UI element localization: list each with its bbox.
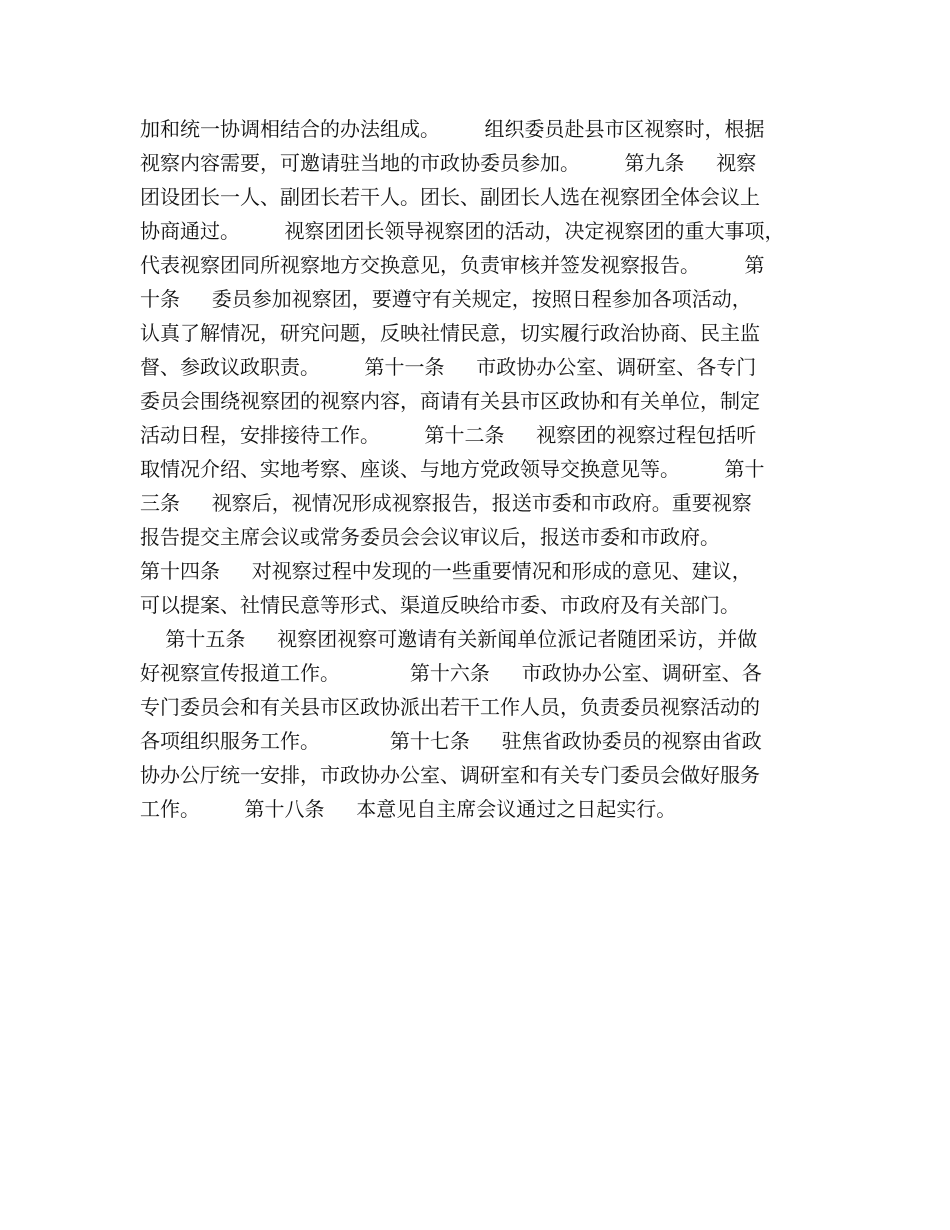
text-line: 协商通过。 视察团团长领导视察团的活动，决定视察团的重大事项， xyxy=(140,219,785,243)
text-line: 报告提交主席会议或常务委员会会议审议后，报送市委和市政府。 xyxy=(140,525,720,549)
text-line: 工作。 第十八条 本意见自主席会议通过之日起实行。 xyxy=(140,797,677,821)
text-line: 代表视察团同所视察地方交换意见，负责审核并签发视察报告。 第 xyxy=(140,253,765,277)
text-line: 好视察宣传报道工作。 第十六条 市政协办公室、调研室、各 xyxy=(140,661,762,685)
text-line: 三条 视察后，视情况形成视察报告，报送市委和市政府。重要视察 xyxy=(140,491,752,515)
text-line: 第十五条 视察团视察可邀请有关新闻单位派记者随团采访，并做 xyxy=(140,627,758,651)
text-line: 协办公厅统一安排，市政协办公室、调研室和有关专门委员会做好服务 xyxy=(140,763,760,787)
text-line: 可以提案、社情民意等形式、渠道反映给市委、市政府及有关部门。 xyxy=(140,593,740,617)
text-line: 认真了解情况，研究问题，反映社情民意，切实履行政治协商、民主监 xyxy=(140,321,760,345)
text-line: 督、参政议政职责。 第十一条 市政协办公室、调研室、各专门 xyxy=(140,355,757,379)
text-line: 各项组织服务工作。 第十七条 驻焦省政协委员的视察由省政 xyxy=(140,729,762,753)
text-line: 视察内容需要，可邀请驻当地的市政协委员参加。 第九条 视察 xyxy=(140,151,757,175)
text-line: 活动日程，安排接待工作。 第十二条 视察团的视察过程包括听 xyxy=(140,423,757,447)
text-line: 团设团长一人、副团长若干人。团长、副团长人选在视察团全体会议上 xyxy=(140,185,760,209)
text-line: 取情况介绍、实地考察、座谈、与地方党政领导交换意见等。 第十 xyxy=(140,457,765,481)
text-line: 加和统一协调相结合的办法组成。 组织委员赴县市区视察时，根据 xyxy=(140,117,765,141)
text-line: 十条 委员参加视察团，要遵守有关规定，按照日程参加各项活动， xyxy=(140,287,752,311)
text-line: 委员会围绕视察团的视察内容，商请有关县市区政协和有关单位，制定 xyxy=(140,389,760,413)
body-text xyxy=(140,112,820,826)
text-line: 专门委员会和有关县市区政协派出若干工作人员，负责委员视察活动的 xyxy=(140,695,760,719)
text-line: 第十四条 对视察过程中发现的一些重要情况和形成的意见、建议， xyxy=(140,559,752,583)
